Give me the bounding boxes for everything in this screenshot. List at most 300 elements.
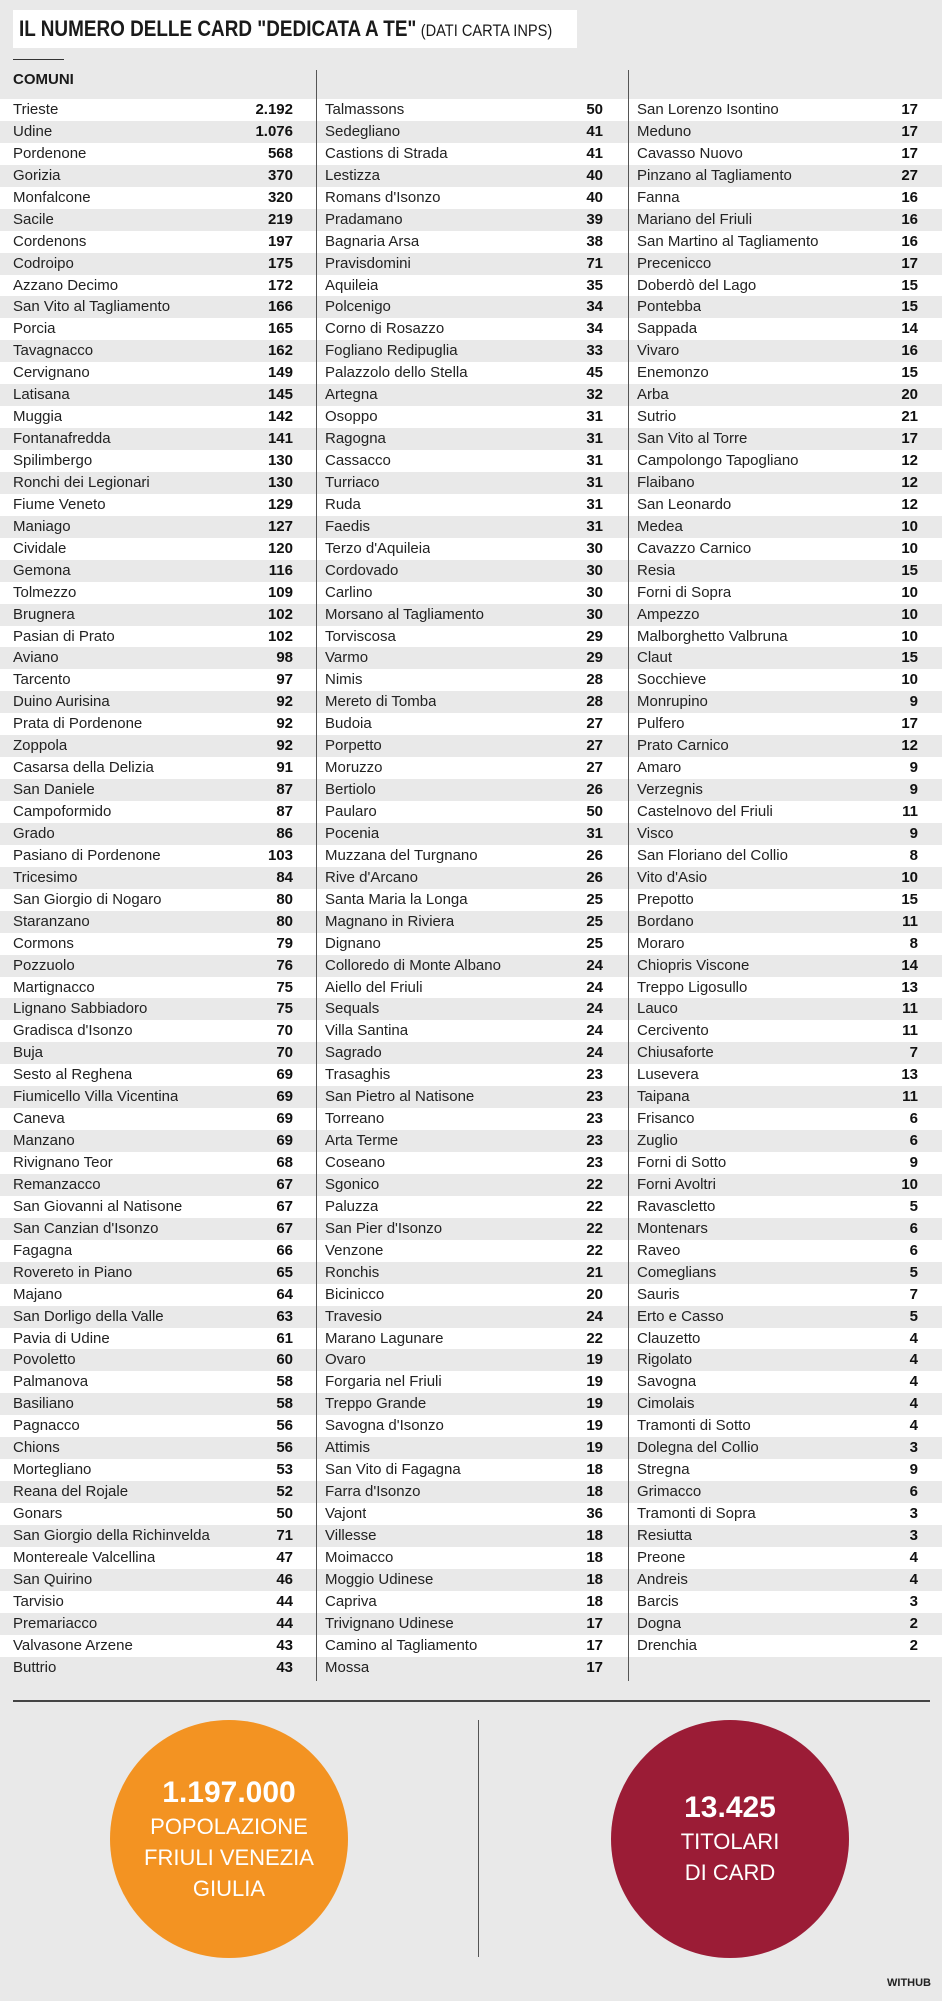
table-row <box>0 1240 316 1262</box>
comune-name: Bertiolo <box>325 781 376 799</box>
table-row <box>0 187 316 209</box>
comune-name: Ravascletto <box>637 1197 716 1215</box>
comune-name: Talmassons <box>325 101 405 118</box>
table-row <box>317 845 628 867</box>
table-column <box>0 99 316 1679</box>
table-row <box>0 1218 316 1240</box>
card-count: 4 <box>909 1373 918 1391</box>
card-count: 31 <box>586 430 603 448</box>
table-row <box>0 362 316 384</box>
table-row <box>629 1415 942 1437</box>
table-row <box>0 933 316 955</box>
table-row <box>317 121 628 143</box>
comune-name: Chiopris Viscone <box>637 956 750 974</box>
card-count: 17 <box>901 430 918 448</box>
card-count: 18 <box>586 1570 603 1588</box>
card-count: 17 <box>901 254 918 272</box>
comune-name: Cordenons <box>13 232 87 250</box>
comune-name: Enemonzo <box>637 364 709 382</box>
card-count: 320 <box>267 188 293 206</box>
card-count: 87 <box>276 781 293 799</box>
comune-name: Resia <box>637 561 676 579</box>
card-count: 23 <box>586 1088 603 1106</box>
comune-name: Sesto al Reghena <box>13 1066 133 1084</box>
table-row <box>0 626 316 648</box>
card-count: 120 <box>267 539 293 557</box>
card-count: 18 <box>586 1483 603 1501</box>
table-row <box>629 384 942 406</box>
card-count: 102 <box>267 605 293 623</box>
comune-name: Grimacco <box>637 1483 702 1501</box>
card-count: 19 <box>586 1351 603 1369</box>
card-count: 8 <box>909 934 918 952</box>
comune-name: Claut <box>637 649 673 667</box>
comune-name: Arba <box>637 386 669 404</box>
comune-name: Carlino <box>325 583 373 601</box>
table-row <box>317 801 628 823</box>
card-count: 27 <box>901 166 918 184</box>
table-row <box>0 604 316 626</box>
comune-name: Chions <box>13 1439 60 1457</box>
card-count: 79 <box>276 934 293 952</box>
card-count: 18 <box>586 1526 603 1544</box>
table-row <box>629 209 942 231</box>
population-circle <box>110 1720 348 1958</box>
comune-name: Flaibano <box>637 473 695 491</box>
comune-name: Cavasso Nuovo <box>637 144 743 162</box>
table-row <box>629 823 942 845</box>
comune-name: San Lorenzo Isontino <box>637 101 779 118</box>
table-row <box>629 1108 942 1130</box>
card-count: 69 <box>276 1066 293 1084</box>
card-count: 17 <box>586 1614 603 1632</box>
card-count: 6 <box>909 1241 918 1259</box>
table-row <box>317 231 628 253</box>
comune-name: Sappada <box>637 320 698 338</box>
card-count: 67 <box>276 1175 293 1193</box>
comune-name: Dignano <box>325 934 381 952</box>
comune-name: Arta Terme <box>325 1132 399 1150</box>
comune-name: Lignano Sabbiadoro <box>13 1000 148 1018</box>
card-count: 19 <box>586 1439 603 1457</box>
card-count: 44 <box>276 1592 293 1610</box>
table-row <box>0 713 316 735</box>
credit-label: WITHUB <box>887 1977 931 1989</box>
comune-name: Socchieve <box>637 671 707 689</box>
card-count: 16 <box>901 210 918 228</box>
table-row <box>317 472 628 494</box>
card-count: 4 <box>909 1329 918 1347</box>
table-row <box>317 340 628 362</box>
card-count: 26 <box>586 868 603 886</box>
comune-name: Sauris <box>637 1285 680 1303</box>
card-count: 219 <box>267 210 293 228</box>
table-row <box>0 977 316 999</box>
comune-name: Fiume Veneto <box>13 495 106 513</box>
card-count: 5 <box>909 1197 918 1215</box>
comune-name: San Floriano del Collio <box>637 846 788 864</box>
comune-name: Porcia <box>13 320 56 338</box>
table-row <box>629 691 942 713</box>
card-count: 50 <box>586 101 603 118</box>
table-row <box>629 1349 942 1371</box>
card-count: 8 <box>909 846 918 864</box>
card-count: 13 <box>901 978 918 996</box>
comune-name: Mossa <box>325 1658 370 1676</box>
table-row <box>629 1635 942 1657</box>
column-divider <box>628 70 629 1681</box>
card-count: 15 <box>901 276 918 294</box>
comune-name: Pontebba <box>637 298 702 316</box>
card-count: 17 <box>586 1636 603 1654</box>
table-row <box>0 1525 316 1547</box>
card-count: 129 <box>267 495 293 513</box>
comune-name: Premariacco <box>13 1614 98 1632</box>
comune-name: Cercivento <box>637 1022 709 1040</box>
card-count: 30 <box>586 561 603 579</box>
table-row <box>629 998 942 1020</box>
card-count: 102 <box>267 627 293 645</box>
table-row <box>629 1262 942 1284</box>
table-row <box>0 1086 316 1108</box>
card-count: 45 <box>586 364 603 382</box>
table-column <box>629 99 942 1657</box>
table-row <box>0 516 316 538</box>
table-row <box>0 538 316 560</box>
card-count: 10 <box>901 1175 918 1193</box>
card-count: 4 <box>909 1417 918 1435</box>
table-row <box>0 1371 316 1393</box>
card-count: 11 <box>902 803 918 820</box>
column-header: COMUNI <box>13 71 74 88</box>
card-count: 1.076 <box>255 122 293 140</box>
comune-name: Fontanafredda <box>13 430 111 448</box>
card-count: 175 <box>267 254 293 272</box>
table-row <box>0 1393 316 1415</box>
card-count: 11 <box>902 1088 918 1106</box>
table-row <box>0 735 316 757</box>
card-count: 9 <box>909 693 918 711</box>
comune-name: Moimacco <box>325 1548 394 1566</box>
table-row <box>629 1064 942 1086</box>
title-box <box>13 10 577 48</box>
table-row <box>317 933 628 955</box>
comune-name: Tarvisio <box>13 1592 64 1610</box>
comune-name: Preone <box>637 1548 686 1566</box>
card-count: 127 <box>267 517 293 535</box>
card-count: 97 <box>276 671 293 689</box>
table-row <box>0 779 316 801</box>
comune-name: Ovaro <box>325 1351 366 1369</box>
card-count: 10 <box>901 671 918 689</box>
card-count: 21 <box>586 1263 603 1281</box>
table-row <box>0 384 316 406</box>
table-row <box>0 911 316 933</box>
card-count: 91 <box>276 759 293 777</box>
comune-name: Vito d'Asio <box>637 868 708 886</box>
comune-name: Tricesimo <box>13 868 78 886</box>
comune-name: Ampezzo <box>637 605 700 623</box>
card-count: 22 <box>586 1219 603 1237</box>
card-count: 3 <box>909 1505 918 1522</box>
table-row <box>629 1152 942 1174</box>
table-row <box>0 1020 316 1042</box>
table-row <box>0 1328 316 1350</box>
comune-name: Pavia di Udine <box>13 1329 110 1347</box>
table-row <box>317 998 628 1020</box>
table-row <box>629 99 942 121</box>
card-count: 21 <box>901 408 918 426</box>
comune-name: Pagnacco <box>13 1417 80 1435</box>
comune-name: Savogna d'Isonzo <box>325 1417 444 1435</box>
comune-name: Majano <box>13 1285 63 1303</box>
comune-name: Sedegliano <box>325 122 401 140</box>
comune-name: Villesse <box>325 1526 377 1544</box>
table-row <box>317 1196 628 1218</box>
table-row <box>629 1371 942 1393</box>
table-row <box>629 296 942 318</box>
card-count: 28 <box>586 671 603 689</box>
table-row <box>629 955 942 977</box>
comune-name: Tavagnacco <box>13 342 94 360</box>
card-count: 149 <box>267 364 293 382</box>
comune-name: Raveo <box>637 1241 681 1259</box>
comune-name: Palazzolo dello Stella <box>325 364 468 382</box>
card-count: 52 <box>276 1483 293 1501</box>
comune-name: Forgaria nel Friuli <box>325 1373 442 1391</box>
card-count: 80 <box>276 912 293 930</box>
card-count: 23 <box>586 1066 603 1084</box>
card-count: 46 <box>276 1570 293 1588</box>
table-row <box>317 1525 628 1547</box>
table-row <box>629 560 942 582</box>
table-row <box>0 1196 316 1218</box>
card-count: 26 <box>586 846 603 864</box>
comune-name: Staranzano <box>13 912 90 930</box>
table-row <box>317 1657 628 1679</box>
comune-name: Cervignano <box>13 364 90 382</box>
table-row <box>629 450 942 472</box>
card-count: 18 <box>586 1548 603 1566</box>
comune-name: Cordovado <box>325 561 399 579</box>
table-row <box>317 1569 628 1591</box>
comune-name: Doberdò del Lago <box>637 276 757 294</box>
chart-title: IL NUMERO DELLE CARD "DEDICATA A TE" <box>19 16 417 41</box>
comune-name: Pozzuolo <box>13 956 75 974</box>
table-row <box>629 713 942 735</box>
comune-name: Mortegliano <box>13 1461 92 1479</box>
table-row <box>629 538 942 560</box>
comune-name: San Giorgio della Richinvelda <box>13 1526 210 1544</box>
card-count: 370 <box>267 166 293 184</box>
table-row <box>317 1591 628 1613</box>
comune-name: Maniago <box>13 517 71 535</box>
comune-name: Lauco <box>637 1000 678 1018</box>
table-row <box>317 1064 628 1086</box>
card-count: 24 <box>586 1307 603 1325</box>
card-count: 22 <box>586 1197 603 1215</box>
card-count: 69 <box>276 1110 293 1128</box>
table-row <box>629 1503 942 1525</box>
table-row <box>629 867 942 889</box>
card-count: 145 <box>267 386 293 404</box>
table-row <box>0 1459 316 1481</box>
comune-name: Pulfero <box>637 715 685 733</box>
card-count: 98 <box>276 649 293 667</box>
comune-name: Villa Santina <box>325 1022 409 1040</box>
comune-name: Rive d'Arcano <box>325 868 418 886</box>
table-row <box>629 626 942 648</box>
comune-name: Camino al Tagliamento <box>325 1636 478 1654</box>
card-count: 69 <box>276 1132 293 1150</box>
card-count: 32 <box>586 386 603 404</box>
card-count: 69 <box>276 1088 293 1106</box>
card-count: 22 <box>586 1241 603 1259</box>
table-row <box>0 647 316 669</box>
comune-name: Dogna <box>637 1614 682 1632</box>
population-label-line: POPOLAZIONE <box>150 1813 308 1839</box>
table-row <box>317 1042 628 1064</box>
comune-name: Palmanova <box>13 1373 89 1391</box>
card-count: 40 <box>586 166 603 184</box>
card-count: 165 <box>267 320 293 338</box>
comune-name: Comeglians <box>637 1263 717 1281</box>
comune-name: Trivignano Udinese <box>325 1614 454 1632</box>
comune-name: Osoppo <box>325 408 378 426</box>
table-row <box>0 296 316 318</box>
card-count: 5 <box>909 1307 918 1325</box>
card-count: 70 <box>276 1022 293 1040</box>
comune-name: Ruda <box>325 495 361 513</box>
table-row <box>0 1613 316 1635</box>
comune-name: Buttrio <box>13 1658 57 1676</box>
card-count: 11 <box>902 1022 918 1040</box>
comune-name: San Leonardo <box>637 495 732 513</box>
table-row <box>317 713 628 735</box>
card-count: 6 <box>909 1219 918 1237</box>
table-column <box>317 99 628 1679</box>
table-row <box>629 735 942 757</box>
table-row <box>0 165 316 187</box>
table-row <box>629 406 942 428</box>
comune-name: Grado <box>13 824 55 842</box>
card-count: 31 <box>586 824 603 842</box>
card-count: 92 <box>276 715 293 733</box>
card-count: 16 <box>901 342 918 360</box>
table-row <box>0 340 316 362</box>
table-row <box>629 1020 942 1042</box>
card-count: 50 <box>276 1505 293 1522</box>
card-count: 71 <box>276 1526 293 1544</box>
card-count: 24 <box>586 1000 603 1018</box>
comune-name: Prepotto <box>637 890 694 908</box>
table-row <box>317 428 628 450</box>
table-row <box>317 977 628 999</box>
comune-name: Trasaghis <box>325 1066 391 1084</box>
table-row <box>317 1393 628 1415</box>
comune-name: Trieste <box>13 101 59 118</box>
comune-name: Spilimbergo <box>13 452 93 469</box>
table-row <box>629 1174 942 1196</box>
comune-name: Latisana <box>13 386 70 404</box>
comune-name: Travesio <box>325 1307 382 1325</box>
table-row <box>317 1174 628 1196</box>
comune-name: Gonars <box>13 1505 63 1522</box>
population-label-line: GIULIA <box>192 1875 266 1901</box>
table-row <box>317 406 628 428</box>
card-count: 23 <box>586 1154 603 1171</box>
comune-name: Bordano <box>637 912 694 930</box>
comune-name: Gorizia <box>13 166 61 184</box>
card-count: 2.192 <box>255 101 293 118</box>
table-row <box>317 911 628 933</box>
card-count: 18 <box>586 1592 603 1610</box>
card-count: 15 <box>901 561 918 579</box>
table-row <box>317 582 628 604</box>
table-row <box>629 1481 942 1503</box>
comune-name: Medea <box>637 517 683 535</box>
table-row <box>0 209 316 231</box>
card-count: 31 <box>586 495 603 513</box>
card-count: 53 <box>276 1461 293 1479</box>
table-row <box>0 231 316 253</box>
comune-name: Aviano <box>13 649 59 667</box>
comune-name: Attimis <box>325 1439 370 1457</box>
table-row <box>629 911 942 933</box>
comune-name: Andreis <box>637 1570 688 1588</box>
card-count: 4 <box>909 1351 918 1369</box>
card-count: 11 <box>902 912 918 930</box>
column-divider <box>316 70 317 1681</box>
comune-name: San Dorligo della Valle <box>13 1307 164 1325</box>
comune-name: Nimis <box>325 671 363 689</box>
table-row <box>629 1218 942 1240</box>
comune-name: Pradamano <box>325 210 403 228</box>
comune-name: Udine <box>13 122 53 140</box>
card-count: 29 <box>586 649 603 667</box>
card-count: 172 <box>267 276 293 294</box>
comune-name: Cavazzo Carnico <box>637 539 752 557</box>
table-row <box>629 977 942 999</box>
comune-name: Montenars <box>637 1219 708 1237</box>
card-holders-label-line: DI CARD <box>684 1860 776 1885</box>
table-row <box>629 1459 942 1481</box>
table-row <box>317 99 628 121</box>
card-count: 56 <box>276 1417 293 1435</box>
table-row <box>317 143 628 165</box>
table-row <box>317 1437 628 1459</box>
comune-name: Lestizza <box>325 166 381 184</box>
comune-name: Cormons <box>13 934 74 952</box>
card-count: 87 <box>276 803 293 820</box>
table-row <box>629 1130 942 1152</box>
table-row <box>0 1262 316 1284</box>
card-count: 3 <box>909 1526 918 1544</box>
comune-name: Valvasone Arzene <box>13 1636 133 1654</box>
table-row <box>629 362 942 384</box>
comune-name: Coseano <box>325 1154 386 1171</box>
comune-name: San Pietro al Natisone <box>325 1088 475 1106</box>
card-count: 31 <box>586 473 603 491</box>
table-row <box>317 757 628 779</box>
population-label-line: FRIULI VENEZIA <box>144 1844 314 1870</box>
card-count: 38 <box>586 232 603 250</box>
card-count: 28 <box>586 693 603 711</box>
card-count: 4 <box>909 1570 918 1588</box>
card-count: 35 <box>586 276 603 294</box>
table-row <box>0 845 316 867</box>
comune-name: Bicinicco <box>325 1285 385 1303</box>
